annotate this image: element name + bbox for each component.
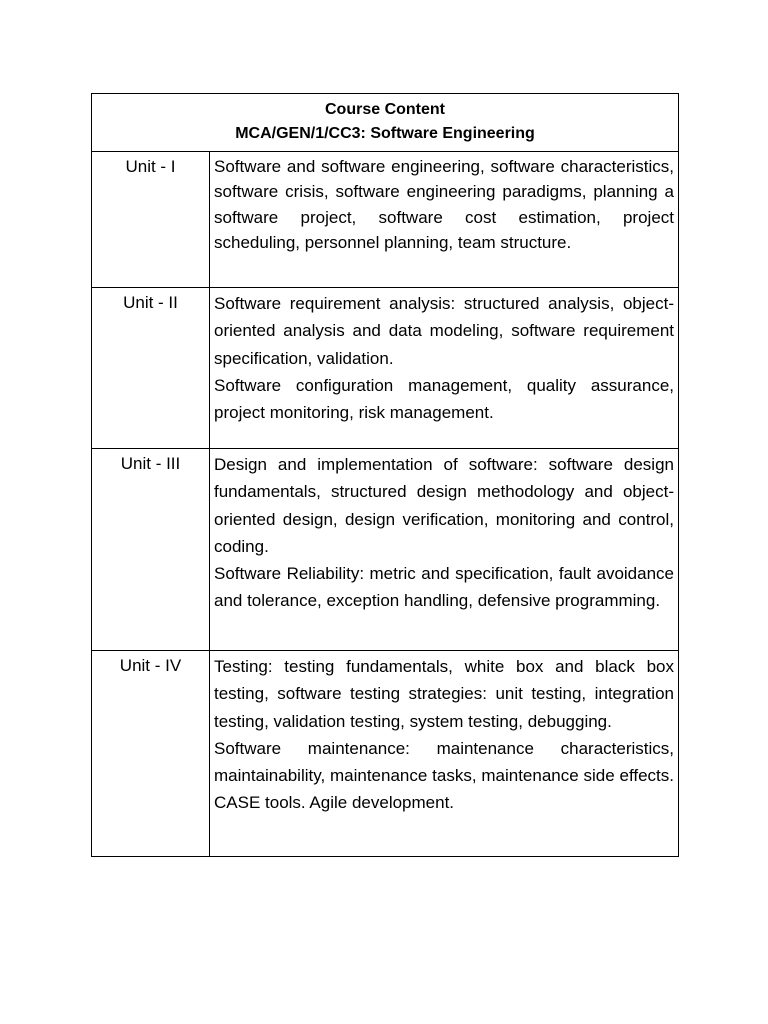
unit-paragraph: Software configuration management, quality assurance, project monitoring, risk management. [214, 375, 674, 423]
unit-paragraph: Software and software engineering, software characteristics, software crisis, software engineering paradigms, planning a software project, software cost estimation, project scheduling, personnel planning, team structure. [214, 157, 674, 253]
unit-paragraph: Software Reliability: metric and specification, fault avoidance and tolerance, exception handling, defensive programming. [214, 564, 674, 611]
course-content-title: Course Content [325, 101, 445, 118]
table-row [92, 449, 679, 651]
unit-label: Unit - IV [92, 651, 210, 857]
table-row [92, 288, 679, 449]
course-content-table [91, 93, 679, 857]
unit-paragraph: Design and implementation of software: software design fundamentals, structured design methodology and object-oriented design, design verification, monitoring and control, coding. [214, 455, 674, 556]
unit-description [210, 449, 679, 651]
unit-description [210, 152, 679, 288]
table-row [92, 152, 679, 288]
unit-description [210, 651, 679, 857]
unit-paragraph: Testing: testing fundamentals, white box and black box testing, software testing strategies: unit testing, integration testing, validation testing, system testing, debugging. [214, 657, 674, 731]
unit-label: Unit - II [92, 288, 210, 449]
table-header-cell [92, 94, 679, 152]
unit-label: Unit - I [92, 152, 210, 288]
course-code-title: MCA/GEN/1/CC3: Software Engineering [235, 125, 535, 142]
table-row [92, 651, 679, 857]
unit-paragraph: Software requirement analysis: structured analysis, object-oriented analysis and data modeling, software requirement specification, validation. [214, 294, 674, 368]
unit-label: Unit - III [92, 449, 210, 651]
table-header-row [92, 94, 679, 152]
unit-paragraph: Software maintenance: maintenance characteristics, maintainability, maintenance tasks, maintenance side effects. CASE tools. Agile development. [214, 738, 674, 813]
unit-description [210, 288, 679, 449]
